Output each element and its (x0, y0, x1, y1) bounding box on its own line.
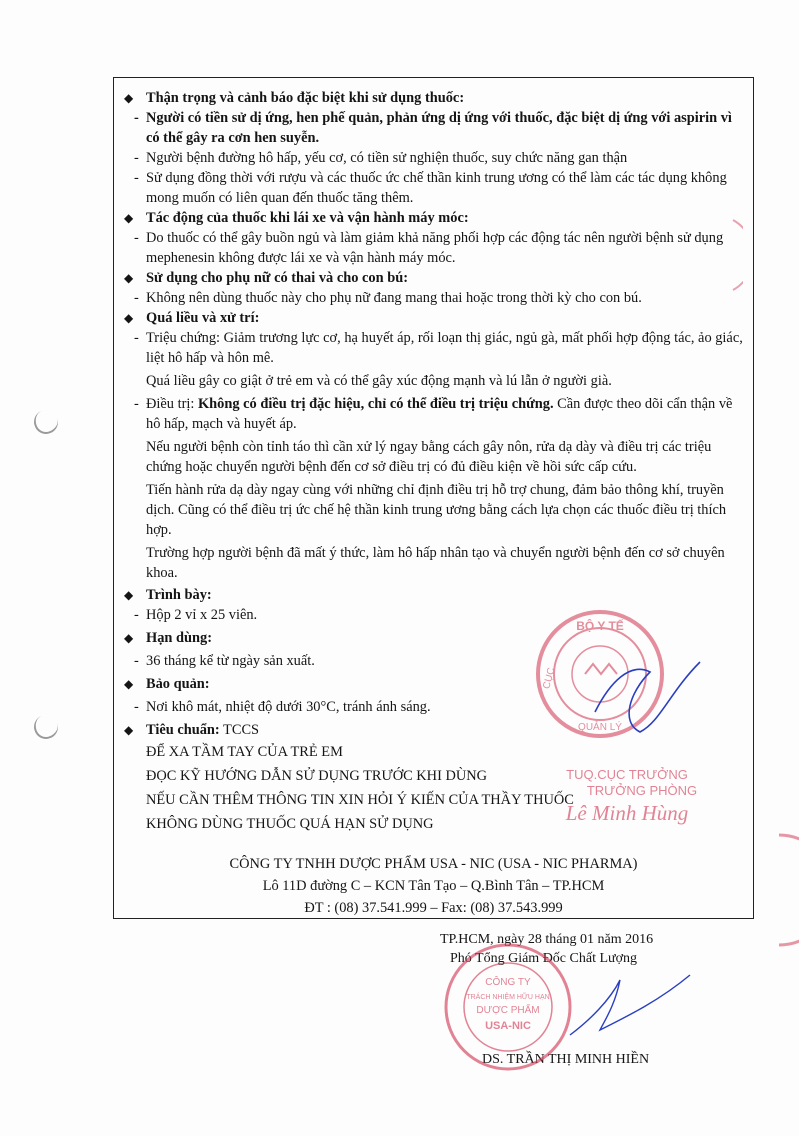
document-body (124, 88, 748, 836)
paragraph: Quá liều gây co giật ở trẻ em và có thể gây xúc động mạnh và lú lẫn ở người già. (146, 373, 612, 389)
list-item: - 36 tháng kể từ ngày sản xuất. (134, 653, 315, 669)
signer-signature-stroke (560, 960, 700, 1050)
section-heading-precautions: ◆ Thận trọng và cảnh báo đặc biệt khi sử dụng thuốc: (124, 90, 465, 106)
stamp-text: BỘ Y TẾ (576, 619, 624, 633)
section-heading-overdose: ◆ Quá liều và xử trí: (124, 310, 260, 326)
signer-role: Phó Tổng Giám Đốc Chất Lượng (450, 951, 637, 966)
stamp-text: TRÁCH NHIỆM HỮU HẠN (466, 994, 550, 1001)
diamond-bullet-icon: ◆ (124, 723, 134, 737)
place-date: TP.HCM, ngày 28 tháng 01 năm 2016 (440, 932, 654, 947)
company-block (113, 853, 754, 919)
diamond-bullet-icon: ◆ (124, 271, 134, 285)
stamp-text: CÔNG TY (485, 977, 531, 988)
stamp-text: USA-NIC (485, 1020, 531, 1032)
approval-line-1: TUQ.CỤC TRƯỞNG (566, 767, 688, 782)
diamond-bullet-icon: ◆ (124, 588, 134, 602)
list-item: - Triệu chứng: Giảm trương lực cơ, hạ huyết áp, rối loạn thị giác, ngủ gà, mất phối hợp động tác, ảo giác, liệt hô hấp và hôn mê. (134, 330, 743, 366)
paragraph: Trường hợp người bệnh đã mất ý thức, làm hô hấp nhân tạo và chuyển người bệnh đến cơ sở chuyên khoa. (146, 545, 725, 581)
stamp-text: DƯỢC PHẨM (476, 1005, 540, 1016)
company-phone: ĐT : (08) 37.541.999 – Fax: (08) 37.543.999 (304, 900, 563, 916)
diamond-bullet-icon: ◆ (124, 631, 134, 645)
signer-name: DS. TRẦN THỊ MINH HIỀN (482, 1052, 650, 1067)
stamp-text: CỤC (541, 666, 558, 691)
list-item: - Người bệnh đường hô hấp, yếu cơ, có tiền sử nghiện thuốc, suy chức năng gan thận (134, 150, 628, 166)
approval-signature: Lê Minh Hùng (565, 801, 689, 825)
warning-line: ĐỌC KỸ HƯỚNG DẪN SỬ DỤNG TRƯỚC KHI DÙNG (146, 768, 488, 784)
list-item: - Người có tiền sử dị ứng, hen phế quản, phản ứng dị ứng với thuốc, đặc biệt dị ứng với aspirin vì có thể gây ra cơn hen suyễn. (134, 110, 732, 146)
list-item: - Nơi khô mát, nhiệt độ dưới 30°C, tránh ánh sáng. (134, 699, 431, 715)
section-heading-storage: ◆ Bảo quản: (124, 676, 210, 692)
section-heading-pregnancy: ◆ Sử dụng cho phụ nữ có thai và cho con bú: (124, 270, 408, 286)
approval-line-2: TRƯỞNG PHÒNG (586, 783, 698, 798)
diamond-bullet-icon: ◆ (124, 91, 134, 105)
section-heading-shelf-life: ◆ Hạn dùng: (124, 630, 212, 646)
warning-line: ĐỂ XA TẦM TAY CỦA TRẺ EM (146, 744, 343, 760)
list-item: - Sử dụng đồng thời với rượu và các thuốc ức chế thần kinh trung ương có thể làm các tác dụng không mong muốn có liên quan đến thuốc tăng thêm. (134, 170, 727, 206)
list-item: - Hộp 2 vỉ x 25 viên. (134, 607, 258, 623)
punch-hole-bottom (31, 712, 62, 743)
list-item: - Điều trị: Không có điều trị đặc hiệu, chỉ có thể điều trị triệu chứng. Cần được theo dõi cẩn thận về hô hấp, mạch và huyết áp. (134, 396, 733, 432)
list-item: - Không nên dùng thuốc này cho phụ nữ đang mang thai hoặc trong thời kỳ cho con bú. (134, 290, 642, 306)
punch-hole-top (31, 407, 62, 438)
section-heading-presentation: ◆ Trình bày: (124, 587, 212, 603)
list-item: - Do thuốc có thể gây buồn ngủ và làm giảm khả năng phối hợp các động tác nên người bệnh sử dụng mephenesin không được lái xe và vận hành máy móc. (134, 230, 724, 266)
stamp-text: QUẢN LÝ (578, 722, 622, 733)
diamond-bullet-icon: ◆ (124, 677, 134, 691)
company-address: Lô 11D đường C – KCN Tân Tạo – Q.Bình Tân – TP.HCM (262, 878, 605, 894)
approval-stamp (537, 767, 717, 825)
section-heading-driving: ◆ Tác động của thuốc khi lái xe và vận hành máy móc: (124, 210, 469, 226)
section-heading-standard: ◆ Tiêu chuẩn: TCCS (124, 722, 260, 738)
warning-line: NẾU CẦN THÊM THÔNG TIN XIN HỎI Ý KIẾN CỦA THẦY THUỐC (146, 792, 574, 808)
company-name: CÔNG TY TNHH DƯỢC PHẨM USA - NIC (USA - NIC PHARMA) (229, 856, 638, 872)
paragraph: Tiến hành rửa dạ dày ngay cùng với những chỉ định điều trị hỗ trợ chung, đảm bảo thông khí, truyền dịch. Cũng có thể điều trị ức chế hệ thần kinh trung ương bằng cách lựa chọn các thuốc điều trị thích hợp. (146, 482, 727, 538)
diamond-bullet-icon: ◆ (124, 311, 134, 325)
warning-line: KHÔNG DÙNG THUỐC QUÁ HẠN SỬ DỤNG (146, 816, 434, 832)
paragraph: Nếu người bệnh còn tỉnh táo thì cần xử lý ngay bằng cách gây nôn, rửa dạ dày và điều trị các triệu chứng hoặc chuyển người bệnh đến cơ sở điều trị có đủ điều kiện về hồi sức cấp cứu. (146, 439, 712, 475)
diamond-bullet-icon: ◆ (124, 211, 134, 225)
